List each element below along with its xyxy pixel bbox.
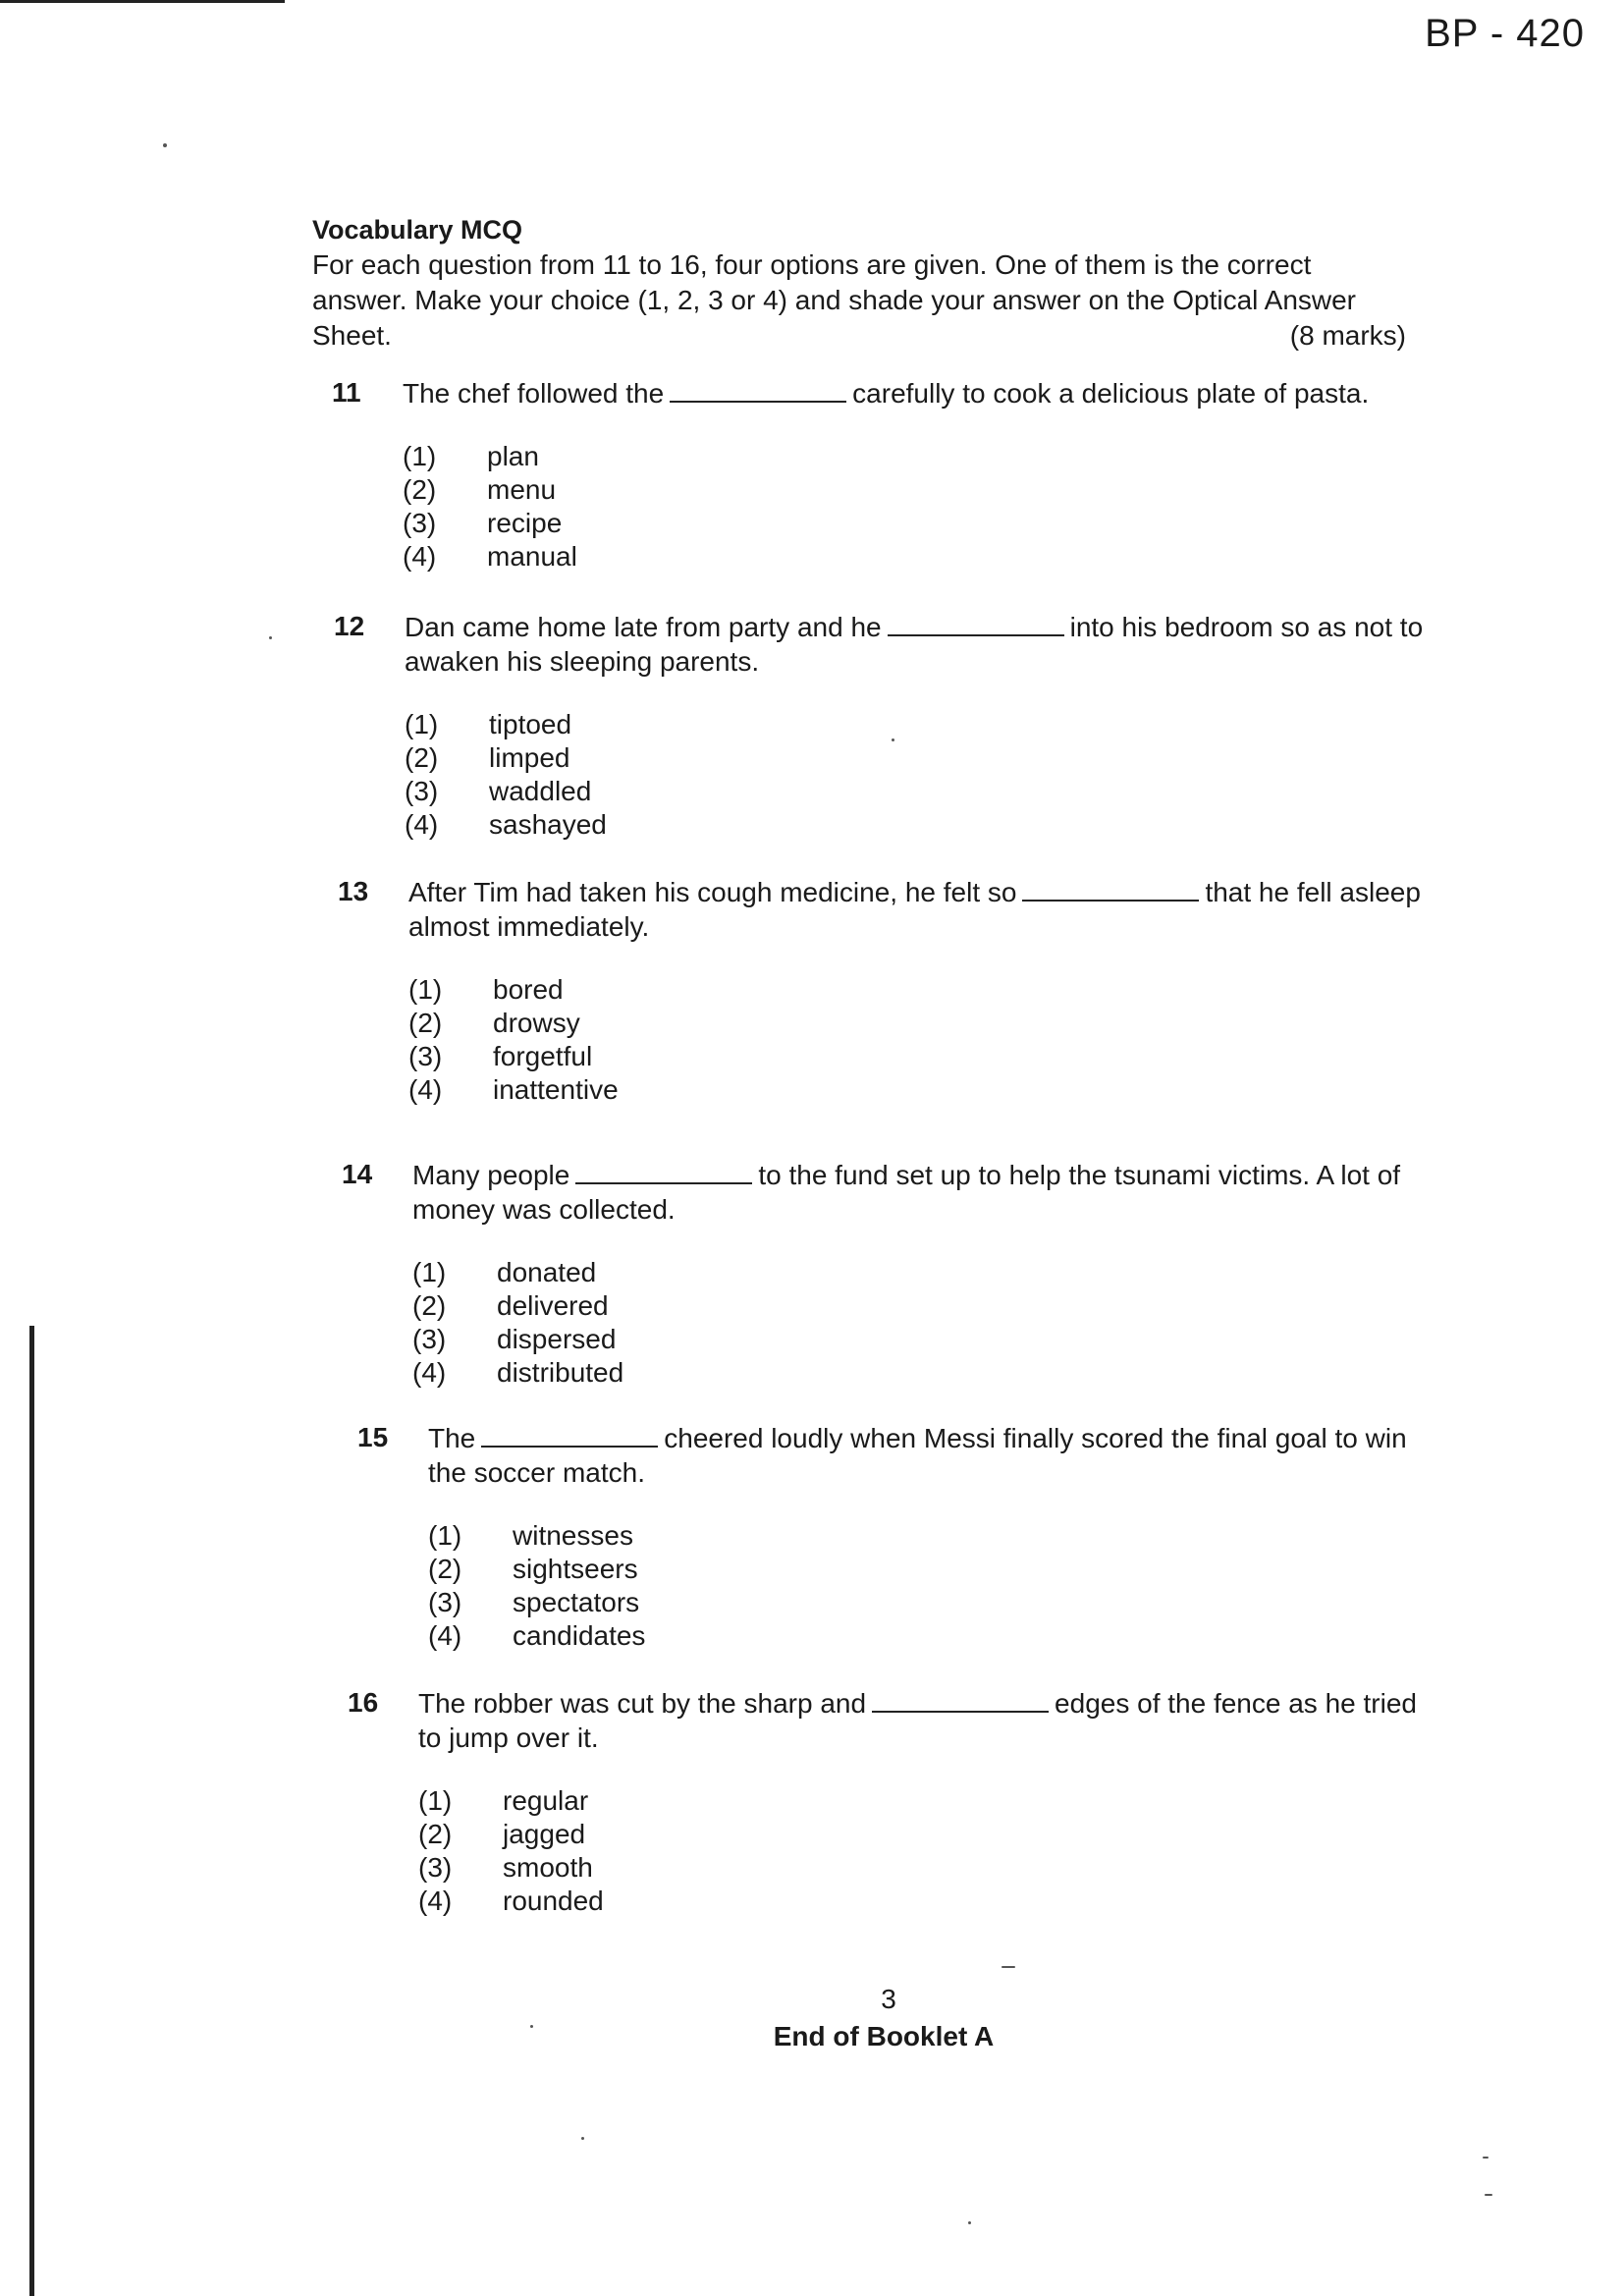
option-number: (4) xyxy=(412,1357,447,1388)
scan-speck xyxy=(1001,1966,1015,1968)
option-number: (2) xyxy=(418,1819,453,1849)
question-16 xyxy=(348,1685,1439,1918)
option-text: sashayed xyxy=(489,809,607,840)
option-number: (2) xyxy=(403,474,437,505)
question-text xyxy=(405,609,1426,679)
option-list xyxy=(408,973,1430,1107)
option-list xyxy=(412,1256,1434,1390)
option-number: (1) xyxy=(405,709,439,739)
option-text: waddled xyxy=(489,776,592,806)
option-text: jagged xyxy=(503,1819,586,1849)
option-1 xyxy=(412,1256,1434,1289)
option-number: (1) xyxy=(428,1520,462,1551)
option-number: (2) xyxy=(412,1290,447,1321)
option-text: sightseers xyxy=(513,1554,638,1584)
option-text: distributed xyxy=(497,1357,624,1388)
scan-speck xyxy=(163,143,167,147)
option-number: (1) xyxy=(403,441,437,471)
answer-blank xyxy=(575,1157,752,1184)
scan-speck xyxy=(269,636,272,639)
instructions-last-line xyxy=(312,318,1406,354)
option-3 xyxy=(408,1040,1430,1073)
option-text: manual xyxy=(487,541,577,572)
option-3 xyxy=(418,1851,1439,1885)
question-number: 12 xyxy=(334,611,365,641)
option-text: bored xyxy=(493,974,564,1005)
question-number: 14 xyxy=(342,1159,373,1189)
option-1 xyxy=(403,440,1424,473)
question-number: 13 xyxy=(338,876,369,906)
option-text: tiptoed xyxy=(489,709,572,739)
option-text: witnesses xyxy=(513,1520,633,1551)
question-text xyxy=(403,375,1424,410)
option-number: (4) xyxy=(418,1886,453,1916)
option-number: (2) xyxy=(408,1008,443,1038)
option-text: donated xyxy=(497,1257,597,1287)
option-text: candidates xyxy=(513,1620,646,1651)
option-1 xyxy=(418,1784,1439,1818)
instructions-end: Sheet. xyxy=(312,320,392,351)
option-text: menu xyxy=(487,474,557,505)
section-title: Vocabulary MCQ xyxy=(312,215,523,245)
end-of-booklet-label: End of Booklet A xyxy=(773,2021,995,2051)
question-number: 15 xyxy=(357,1422,389,1452)
option-number: (3) xyxy=(403,508,437,538)
option-text: recipe xyxy=(487,508,563,538)
option-3 xyxy=(403,507,1424,540)
page-number: 3 xyxy=(881,1984,896,2014)
option-text: smooth xyxy=(503,1852,593,1883)
answer-blank xyxy=(1022,874,1199,902)
scan-speck xyxy=(1483,2157,1489,2159)
option-number: (4) xyxy=(405,809,439,840)
option-2 xyxy=(428,1553,1449,1586)
vocabulary-section xyxy=(312,212,1406,354)
option-2 xyxy=(403,473,1424,507)
question-15 xyxy=(357,1420,1449,1653)
option-3 xyxy=(428,1586,1449,1619)
question-text-before: The chef followed the xyxy=(403,378,665,409)
option-number: (3) xyxy=(428,1587,462,1617)
question-text-after: edges of the fence as he tried to jump over it. xyxy=(418,1688,1417,1753)
option-1 xyxy=(405,708,1426,741)
option-4 xyxy=(403,540,1424,574)
question-text-before: After Tim had taken his cough medicine, he felt so xyxy=(408,877,1017,907)
option-1 xyxy=(408,973,1430,1007)
option-2 xyxy=(408,1007,1430,1040)
question-text-after: to the fund set up to help the tsunami victims. A lot of money was collected. xyxy=(412,1160,1401,1225)
option-text: dispersed xyxy=(497,1324,617,1354)
question-text-before: Many people xyxy=(412,1160,570,1190)
option-text: plan xyxy=(487,441,539,471)
section-instructions: For each question from 11 to 16, four options are given. One of them is the correct answer. Make your choice (1, 2, 3 or 4) and shade your answer on the Optical Answer xyxy=(312,249,1357,315)
question-text-before: Dan came home late from party and he xyxy=(405,612,882,642)
answer-blank xyxy=(888,609,1064,636)
marks-label: (8 marks) xyxy=(1289,320,1406,351)
option-number: (3) xyxy=(412,1324,447,1354)
top-rule xyxy=(0,0,285,3)
scan-speck xyxy=(968,2221,971,2224)
answer-blank xyxy=(872,1685,1049,1713)
option-text: drowsy xyxy=(493,1008,580,1038)
option-3 xyxy=(405,775,1426,808)
question-text xyxy=(412,1157,1434,1227)
option-4 xyxy=(428,1619,1449,1653)
option-text: delivered xyxy=(497,1290,609,1321)
scan-speck xyxy=(581,2137,584,2140)
question-text xyxy=(408,874,1430,944)
option-number: (4) xyxy=(428,1620,462,1651)
option-number: (1) xyxy=(418,1785,453,1816)
option-list xyxy=(405,708,1426,842)
option-4 xyxy=(418,1885,1439,1918)
option-text: regular xyxy=(503,1785,589,1816)
option-number: (1) xyxy=(412,1257,447,1287)
scan-speck xyxy=(1485,2194,1492,2196)
question-number: 11 xyxy=(332,377,361,408)
option-text: inattentive xyxy=(493,1074,619,1105)
option-number: (2) xyxy=(405,742,439,773)
option-1 xyxy=(428,1519,1449,1553)
option-list xyxy=(418,1784,1439,1918)
option-number: (2) xyxy=(428,1554,462,1584)
option-number: (1) xyxy=(408,974,443,1005)
option-3 xyxy=(412,1323,1434,1356)
scan-speck xyxy=(892,738,894,741)
question-14 xyxy=(342,1157,1434,1390)
question-text-after: into his bedroom so as not to awaken his sleeping parents. xyxy=(405,612,1424,677)
answer-blank xyxy=(670,375,846,403)
answer-blank xyxy=(481,1420,658,1448)
question-11 xyxy=(332,375,1424,574)
option-text: rounded xyxy=(503,1886,604,1916)
option-2 xyxy=(418,1818,1439,1851)
question-text-after: cheered loudly when Messi finally scored the final goal to win the soccer match. xyxy=(428,1423,1407,1488)
question-number: 16 xyxy=(348,1687,379,1718)
option-4 xyxy=(412,1356,1434,1390)
question-text xyxy=(428,1420,1449,1490)
question-text-after: that he fell asleep almost immediately. xyxy=(408,877,1421,942)
option-2 xyxy=(405,741,1426,775)
question-text-after: carefully to cook a delicious plate of pasta. xyxy=(852,378,1370,409)
option-list xyxy=(428,1519,1449,1653)
option-number: (3) xyxy=(418,1852,453,1883)
left-margin-rule xyxy=(29,1326,34,2296)
option-list xyxy=(403,440,1424,574)
question-text xyxy=(418,1685,1439,1755)
option-text: spectators xyxy=(513,1587,640,1617)
question-text-before: The robber was cut by the sharp and xyxy=(418,1688,867,1719)
option-text: forgetful xyxy=(493,1041,593,1071)
option-2 xyxy=(412,1289,1434,1323)
option-number: (4) xyxy=(408,1074,443,1105)
option-number: (3) xyxy=(405,776,439,806)
option-text: limped xyxy=(489,742,570,773)
option-number: (3) xyxy=(408,1041,443,1071)
option-4 xyxy=(405,808,1426,842)
scan-speck xyxy=(530,2025,533,2028)
question-12 xyxy=(334,609,1426,842)
question-13 xyxy=(338,874,1430,1107)
option-4 xyxy=(408,1073,1430,1107)
paper-code: BP - 420 xyxy=(1425,12,1585,55)
question-text-before: The xyxy=(428,1423,476,1453)
option-number: (4) xyxy=(403,541,437,572)
